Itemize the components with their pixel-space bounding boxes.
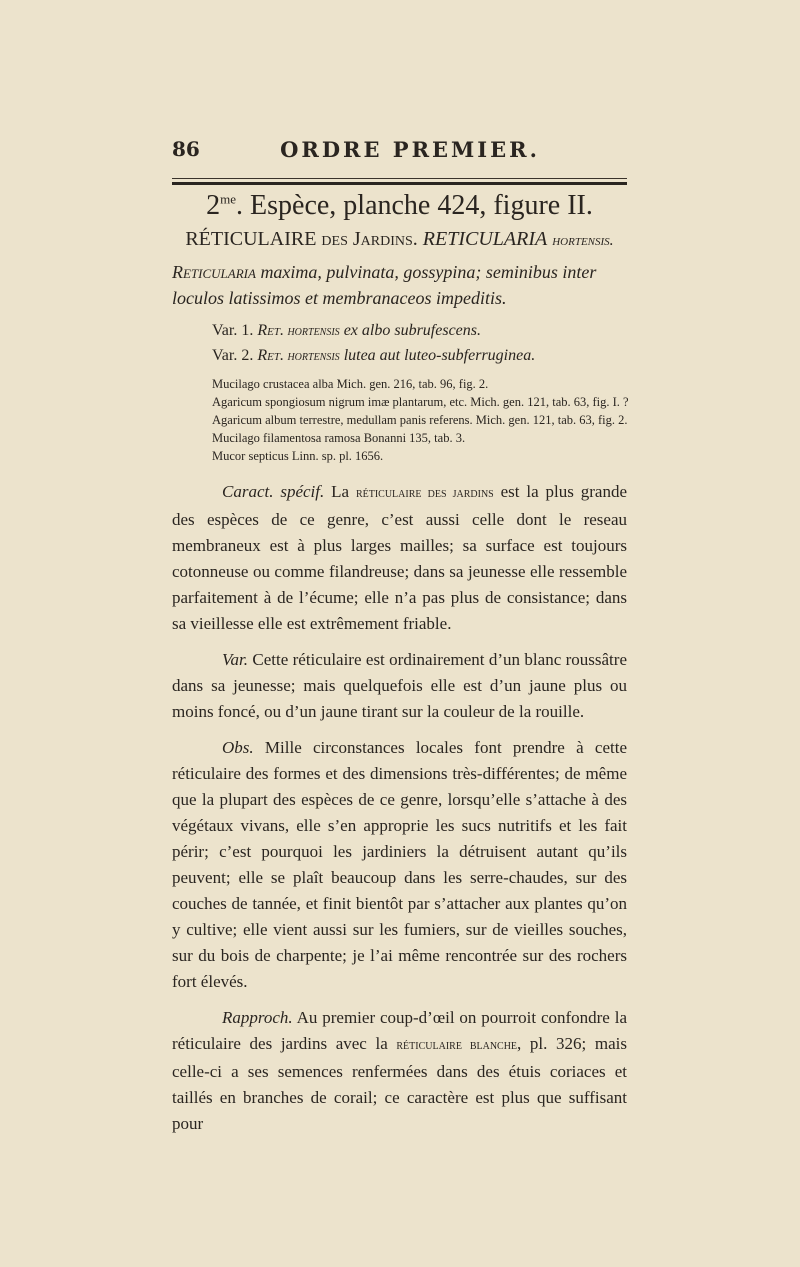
species-heading [172,190,627,222]
obs-label: Obs. [222,738,254,757]
common-name-jardins: Jardins. [352,228,418,250]
variety-genus: Ret. [257,322,284,339]
caract-label: Caract. spécif. [222,482,325,501]
paragraph-rapproch [172,1005,627,1137]
rapp-label: Rapproch. [222,1008,293,1027]
latin-description [172,259,627,311]
paragraph-var [172,647,627,725]
variety-prefix: Var. 1. [212,322,258,339]
synonym-line: Mucilago filamentosa ramosa Bonanni 135, tab. 3. [212,431,466,445]
latin-genus: RETICULARIA [422,228,548,250]
header-rule-thin [172,178,627,179]
paragraph-caract [172,479,627,637]
variety-species: hortensis [283,349,340,364]
species-subtitle [172,228,627,251]
variety-species: hortensis [283,324,340,339]
obs-text: Mille circonstances locales font prendre à cette réticulaire des formes et des dimensions très-différentes; de même que la plupart des espèces de ce genre, lorsqu’elle s’attache à des végétaux vivans, elle s’en approprie les sucs nutritifs et les fait périr; c’est pourquoi les jardiniers la détruisent autant qu’ils peuvent; elle se plaît beaucoup dans les serre-chaudes, sur des couches de tannée, et finit bientôt par s’attacher aux plantes qu’on y cultive; elle vient aussi sur les fumiers, sur de vieilles souches, sur du bois de charpente; je l’ai même rencontrée sur des rochers fort élevés. [172,738,627,991]
species-number: 2 [206,190,221,221]
page-header [0,137,800,171]
var-text: Cette réticulaire est ordinairement d’un blanc roussâtre dans sa jeunesse; mais quelquefois elle est d’un jaune plus ou moins foncé, ou d’un jaune tirant sur la couleur de la rouille. [172,650,627,721]
common-name-des: des [321,228,348,250]
paragraph-obs [172,735,627,995]
latin-description-text: maxima, pulvinata, gossypina; seminibus inter loculos latissimos et membranaceos impeditis. [172,262,597,308]
variety-desc: lutea aut luteo-subferruginea. [339,347,536,364]
header-rule-thick [172,182,627,185]
latin-species: hortensis. [552,232,614,249]
variety-genus: Ret. [257,347,284,364]
rapp-text-2: , pl. 326; mais celle-ci a ses semences renfermées dans des étuis coriaces et taillés en branches de corail; ce caractère est plus que suffisant pour [172,1034,627,1133]
var-label: Var. [222,650,248,669]
rapp-text-1: Au premier coup-d’œil on pourroit confondre la réticulaire des jardins avec la [172,1008,627,1053]
species-number-suffix: me [220,191,237,207]
page-number: 86 [172,137,200,161]
caract-article: La [331,482,356,501]
species-heading-text: . Espèce, planche 424, figure II. [236,190,593,221]
caract-text: est la plus grande des espèces de ce genre, c’est aussi celle dont le reseau membraneux est à plus larges mailles; sa surface est toujours cotonneuse ou comme filandreuse; dans sa jeunesse elle ressemble parfaitement à de l’écume; elle n’a pas plus de consistance; dans sa vieillesse elle est extrêmement friable. [172,482,627,633]
common-name: RÉTICULAIRE [185,228,317,250]
synonym-line: Agaricum spongiosum nigrum imæ plantarum, etc. Mich. gen. 121, tab. 63, fig. I. ? [212,395,629,409]
synonym-line: Agaricum album terrestre, medullam panis referens. Mich. gen. 121, tab. 63, fig. 2. [212,413,628,427]
page-content [172,190,627,1147]
synonym-line: Mucilago crustacea alba Mich. gen. 216, tab. 96, fig. 2. [212,377,489,391]
rapp-ref: réticulaire blanche [396,1038,518,1053]
synonym-line: Mucor septicus Linn. sp. pl. 1656. [212,449,384,463]
latin-genus-smallcaps: Reticularia [172,262,256,282]
synonym-list [172,375,627,465]
running-title: ORDRE PREMIER. [280,137,540,162]
variety-line [212,319,627,344]
variety-list [172,319,627,369]
variety-line [212,344,627,369]
variety-desc: ex albo subrufescens. [339,322,481,339]
caract-ref: réticulaire des jardins [355,486,494,501]
variety-prefix: Var. 2. [212,347,258,364]
